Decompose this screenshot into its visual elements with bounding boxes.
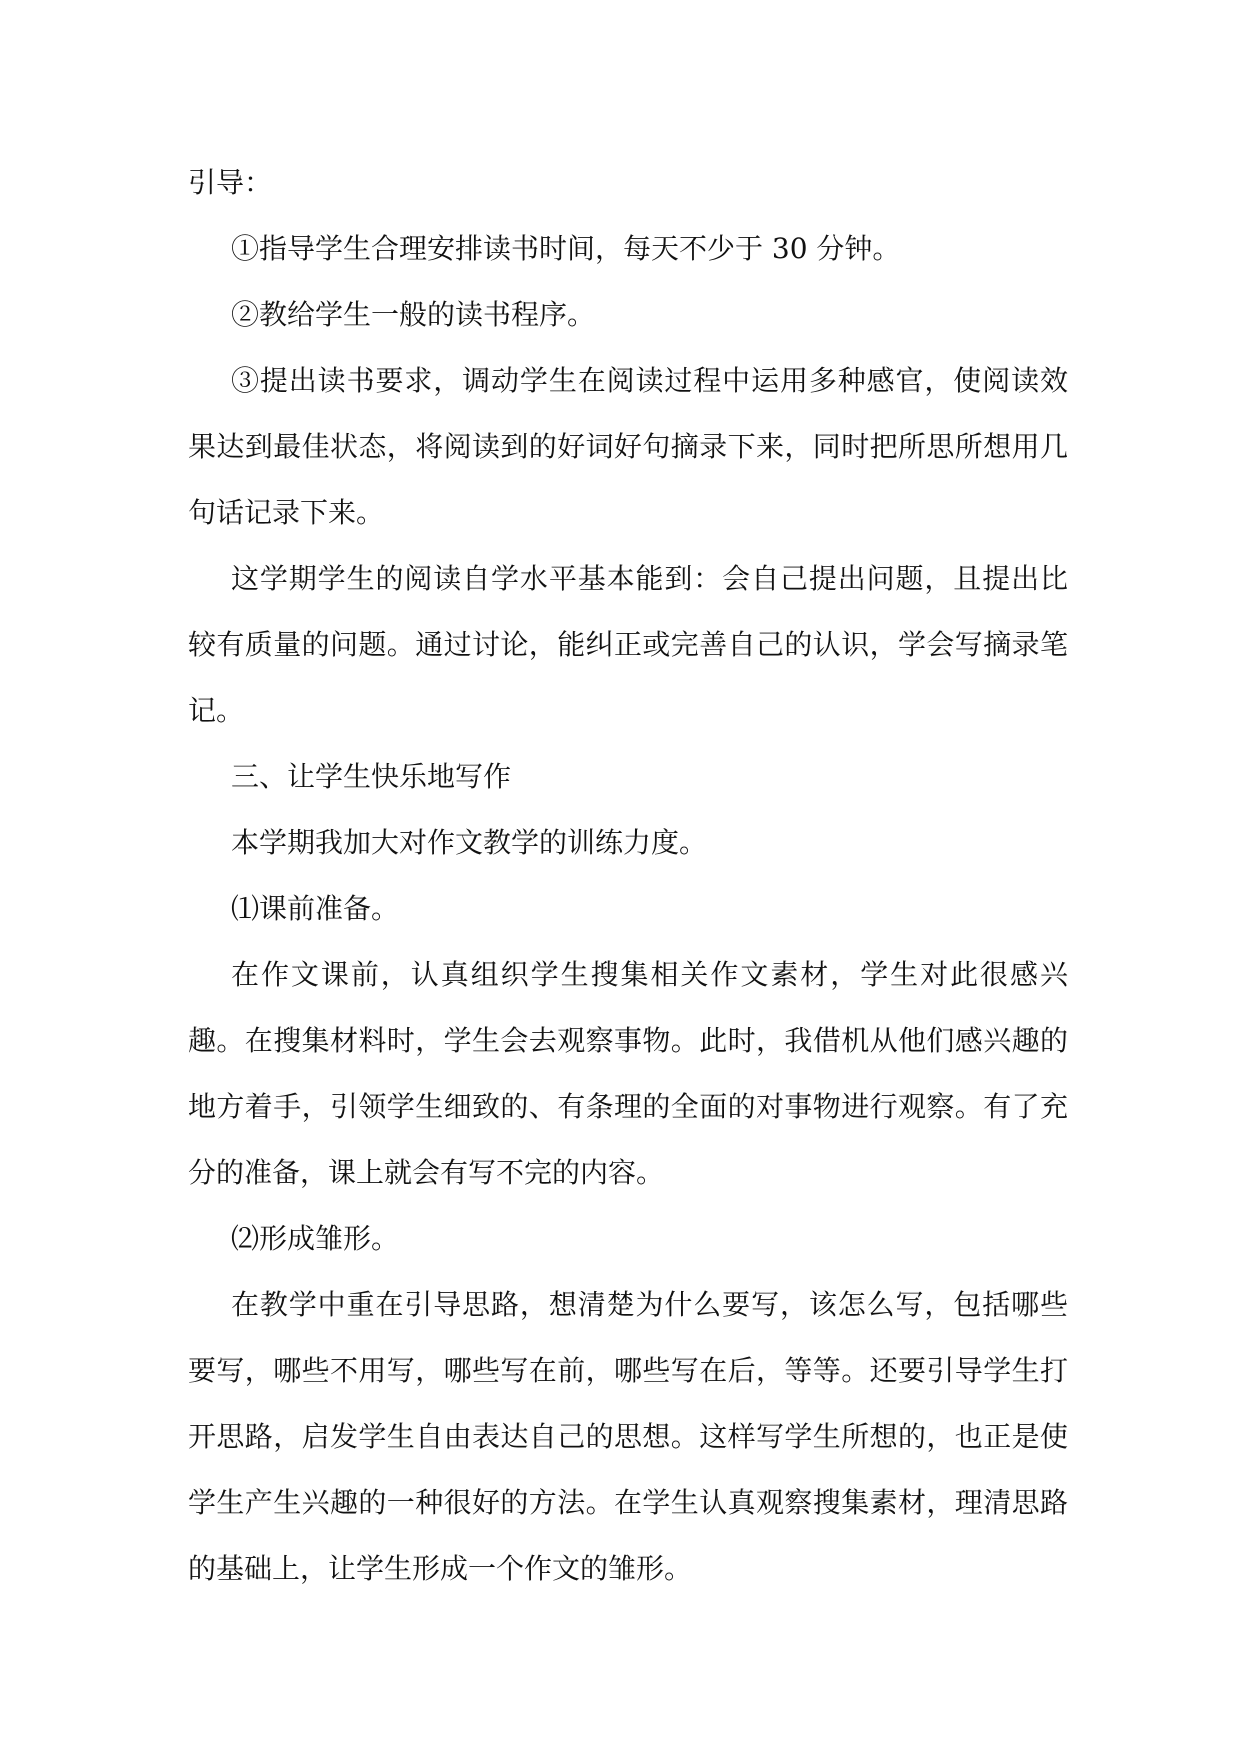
paragraph: 在教学中重在引导思路，想清楚为什么要写，该怎么写，包括哪些要写，哪些不用写，哪些写在前，哪些写在后，等等。还要引导学生打开思路，启发学生自由表达自己的思想。这样写学生所想的，也正是使学生产生兴趣的一种很好的方法。在学生认真观察搜集素材，理清思路的基础上，让学生形成一个作文的雏形。 — [188, 1288, 1068, 1585]
paragraph: 这学期学生的阅读自学水平基本能到：会自己提出问题，且提出比较有质量的问题。通过讨论，能纠正或完善自己的认识，学会写摘录笔记。 — [188, 562, 1068, 727]
paragraph: 在作文课前，认真组织学生搜集相关作文素材，学生对此很感兴趣。在搜集材料时，学生会去观察事物。此时，我借机从他们感兴趣的地方着手，引领学生细致的、有条理的全面的对事物进行观察。有了充分的准备，课上就会有写不完的内容。 — [188, 958, 1068, 1189]
paragraph: 本学期我加大对作文教学的训练力度。 — [231, 826, 708, 859]
section-heading: 三、让学生快乐地写作 — [231, 760, 512, 793]
document-page — [188, 150, 1068, 1602]
paragraph: ①指导学生合理安排读书时间，每天不少于 30 分钟。 — [231, 232, 901, 265]
paragraph: ②教给学生一般的读书程序。 — [231, 298, 596, 331]
paragraph: 引导： — [188, 166, 273, 199]
subsection-heading: ⑴课前准备。 — [231, 892, 400, 925]
paragraph: ③提出读书要求，调动学生在阅读过程中运用多种感官，使阅读效果达到最佳状态，将阅读到的好词好句摘录下来，同时把所思所想用几句话记录下来。 — [188, 364, 1068, 529]
subsection-heading: ⑵形成雏形。 — [231, 1222, 400, 1255]
